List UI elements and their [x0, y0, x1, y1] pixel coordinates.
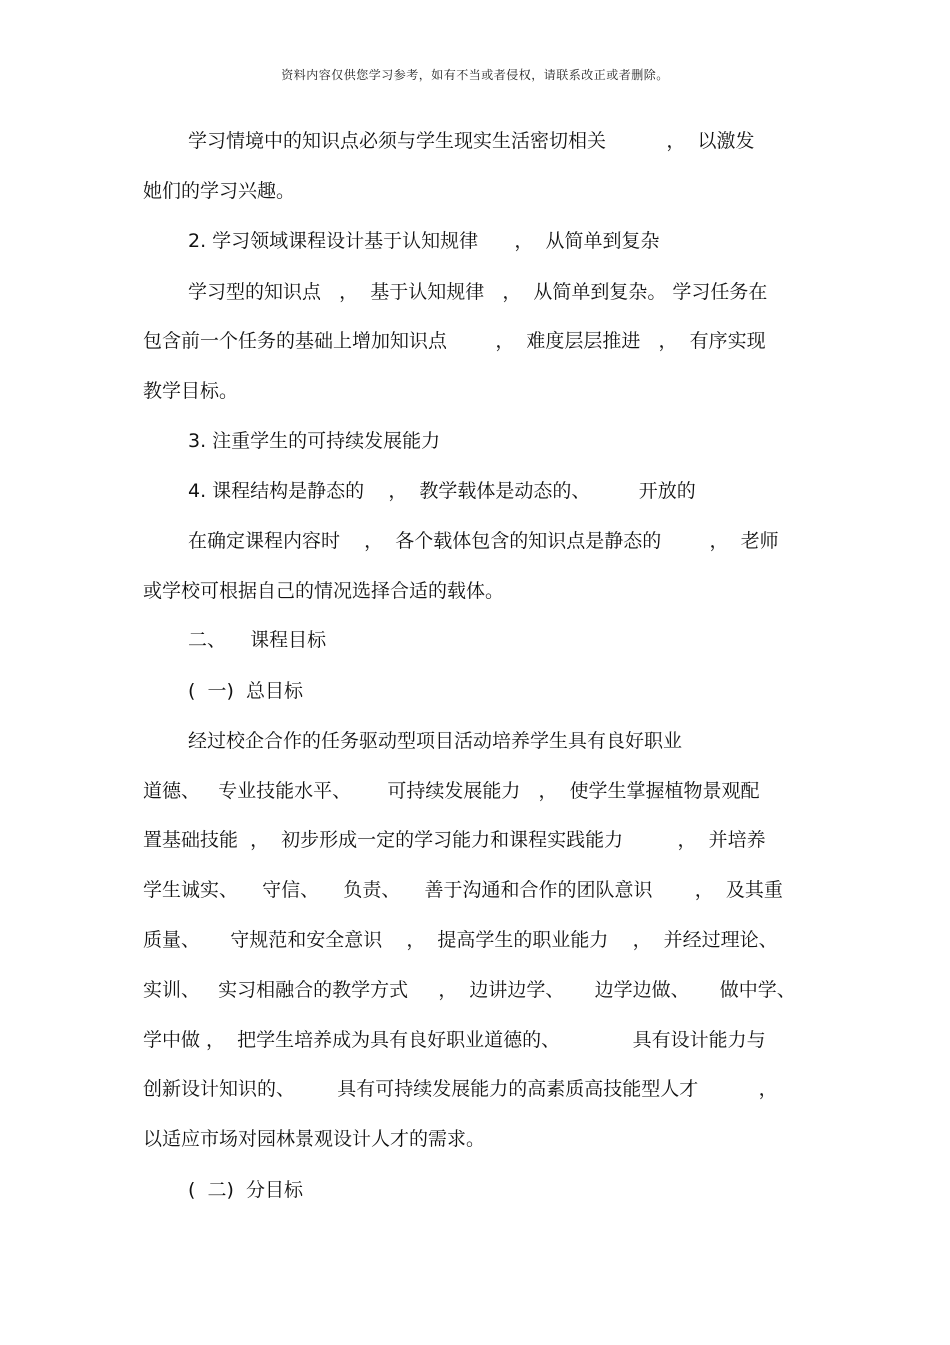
- paragraph-line: 教学目标。: [143, 380, 239, 402]
- paragraph-line: 包含前一个任务的基础上增加知识点 ， 难度层层推进 ， 有序实现: [143, 330, 766, 352]
- paragraph-line: 置基础技能 ， 初步形成一定的学习能力和课程实践能力 ， 并培养: [143, 829, 766, 851]
- paragraph-line: 学习型的知识点 ， 基于认知规律 ， 从简单到复杂。 学习任务在: [188, 281, 768, 303]
- paragraph-line: 学生诚实、 守信、 负责、 善于沟通和合作的团队意识 ， 及其重: [143, 879, 783, 901]
- paragraph-line: 学习情境中的知识点必须与学生现实生活密切相关 ， 以激发: [188, 130, 755, 152]
- numbered-heading: 3. 注重学生的可持续发展能力: [188, 430, 441, 452]
- paragraph-line: 道德、 专业技能水平、 可持续发展能力 ， 使学生掌握植物景观配: [143, 780, 760, 802]
- numbered-heading: 2. 学习领域课程设计基于认知规律 ， 从简单到复杂: [188, 230, 660, 252]
- disclaimer-header: 资料内容仅供您学习参考，如有不当或者侵权，请联系改正或者删除。: [281, 68, 669, 82]
- paragraph-line: 创新设计知识的、 具有可持续发展能力的高素质高技能型人才 ，: [143, 1078, 778, 1100]
- paragraph-line: 经过校企合作的任务驱动型项目活动培养学生具有良好职业: [188, 730, 683, 752]
- subsection-heading: ( 二) 分目标: [188, 1179, 303, 1201]
- paragraph-line: 实训、 实习相融合的教学方式 ， 边讲边学、 边学边做、 做中学、: [143, 979, 796, 1001]
- subsection-heading: ( 一) 总目标: [188, 680, 303, 702]
- paragraph-line: 以适应市场对园林景观设计人才的需求。: [143, 1128, 486, 1150]
- section-heading: 二、 课程目标: [188, 629, 327, 651]
- numbered-heading: 4. 课程结构是静态的 ， 教学载体是动态的、 开放的: [188, 480, 696, 502]
- paragraph-line: 在确定课程内容时 ， 各个载体包含的知识点是静态的 ， 老师: [188, 530, 779, 552]
- paragraph-line: 她们的学习兴趣。: [143, 180, 296, 202]
- paragraph-line: 学中做 ， 把学生培养成为具有良好职业道德的、 具有设计能力与: [143, 1029, 766, 1051]
- paragraph-line: 或学校可根据自己的情况选择合适的载体。: [143, 580, 505, 602]
- paragraph-line: 质量、 守规范和安全意识 ， 提高学生的职业能力 ， 并经过理论、: [143, 929, 778, 951]
